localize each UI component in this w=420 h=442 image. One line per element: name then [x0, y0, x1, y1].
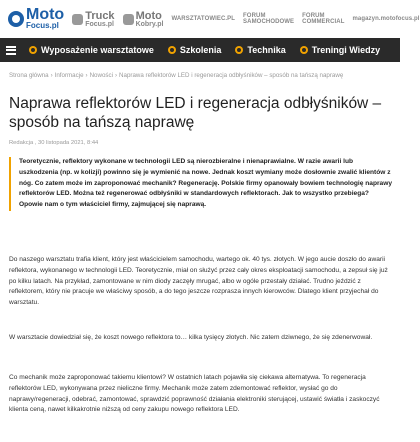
moto-icon: [123, 14, 134, 25]
nav-dot-icon: [168, 46, 176, 54]
header-logo-bar: [0, 0, 420, 38]
article-title: Naprawa reflektorów LED i regeneracja odbłyśników – sposób na tańszą naprawę: [9, 95, 382, 131]
main-nav: [0, 38, 400, 62]
partner-small: Kobry.pl: [135, 20, 164, 28]
partner-warsztatowiec[interactable]: WARSZTATOWIEC.PL: [171, 16, 236, 22]
breadcrumb-nowosci[interactable]: Nowości: [89, 72, 113, 79]
logo-word: Moto: [26, 6, 65, 23]
nav-label: Technika: [247, 45, 286, 55]
partner-big: Moto: [135, 9, 162, 22]
nav-label: Wyposażenie warsztatowe: [41, 45, 154, 55]
breadcrumb-current: Naprawa reflektorów LED i regeneracja odbłyśników – sposób na tańszą naprawę: [119, 72, 344, 79]
partner-forum-samochodowe[interactable]: FORUM SAMOCHODOWE: [243, 13, 295, 25]
nav-dot-icon: [29, 46, 37, 54]
nav-item-treningi[interactable]: [293, 38, 387, 62]
partner-big: Truck: [85, 9, 115, 22]
partner-small: Focus.pl: [85, 20, 114, 28]
article-paragraph: Do naszego warsztatu trafia klient, który jest właścicielem samochodu, wartego ok. 40 tys. złotych. W jego aucie doszło do awarii reflektora, wykonanego w technologii LED. Teoretycznie, miał on służyć przez cały okres eksploatacji samochodu, a zepsuł się już po kilku latach. Na przykład, zamontowane w nim diody zaczęły mrugać, albo w ogóle przestały działać. Trudno jeździć z reflektorem, który nie pracuje we właściwy sposób, a do tego jeszcze rozprasza innych kierowców. Dlatego klient przyjechał do warsztatu.: [9, 256, 388, 307]
breadcrumb-home[interactable]: Strona główna: [9, 72, 49, 79]
article-paragraph: Co mechanik może zaproponować takiemu klientowi? W ostatnich latach pojawiła się ciekawa alternatywa. To regeneracja reflektorów LED, wykonywana przez nieliczne firmy. Mechanik może zatem zdemontować reflektor, wysłać go do naprawy/regeneracji, odebrać, zamontować, sprawdzić poprawność działania elektroniki sterującej, ustawić światła i zaskoczyć klienta ceną, nawet kilkakrotnie niższą od ceny zakupu nowego reflektora LED.: [9, 374, 380, 414]
nav-dot-icon: [300, 46, 308, 54]
partner-magazyn[interactable]: magazyn.motofocus.pl: [352, 16, 420, 22]
breadcrumb: Strona główna › Informacje › Nowości › Naprawa reflektorów LED i regeneracja odbłyśników – sposób na tańszą naprawę: [9, 72, 344, 79]
partner-motokobry[interactable]: [123, 11, 164, 28]
nav-label: Treningi Wiedzy: [311, 45, 381, 55]
nav-item-technika[interactable]: [228, 38, 292, 62]
nav-item-wyposazenie[interactable]: [22, 38, 161, 62]
site-logo[interactable]: [8, 8, 64, 30]
partner-forum-commercial[interactable]: FORUM COMMERCIAL: [302, 13, 345, 25]
nav-dot-icon: [235, 46, 243, 54]
breadcrumb-informacje[interactable]: Informacje: [54, 72, 84, 79]
article-meta: Redakcja , 30 listopada 2021, 8:44: [9, 140, 99, 146]
logo-mark-icon: [8, 11, 24, 27]
nav-label: Szkolenia: [179, 45, 222, 55]
menu-icon[interactable]: [6, 46, 16, 55]
article-paragraph: W warsztacie dowiedział się, że koszt nowego reflektora to… kilka tysięcy złotych. Nic zatem dziwnego, że się zdenerwował.: [9, 334, 373, 341]
logo-sub: Focus.pl: [26, 21, 59, 30]
truck-icon: [72, 14, 83, 25]
partner-truckfocus[interactable]: [72, 11, 114, 28]
article-lead: Teoretycznie, reflektory wykonane w technologii LED są nierozbieralne i nienaprawialne. W razie awarii lub uszkodzenia (np. w kolizji) powinno się je wymienić na nowe. Jednak koszt wymiany może dosłownie zwalić klientów z nóg. Co zatem może im zaproponować mechanik? Regenerację. Polskie firmy opanowały bowiem technologię naprawy reflektorów LED. Można też regenerować odbłyśniki w standardowych reflektorach. Jak to wszystko przebiega? Opowie nam o tym właściciel firmy, zajmującej się naprawą.: [9, 157, 393, 211]
nav-item-szkolenia[interactable]: [161, 38, 229, 62]
